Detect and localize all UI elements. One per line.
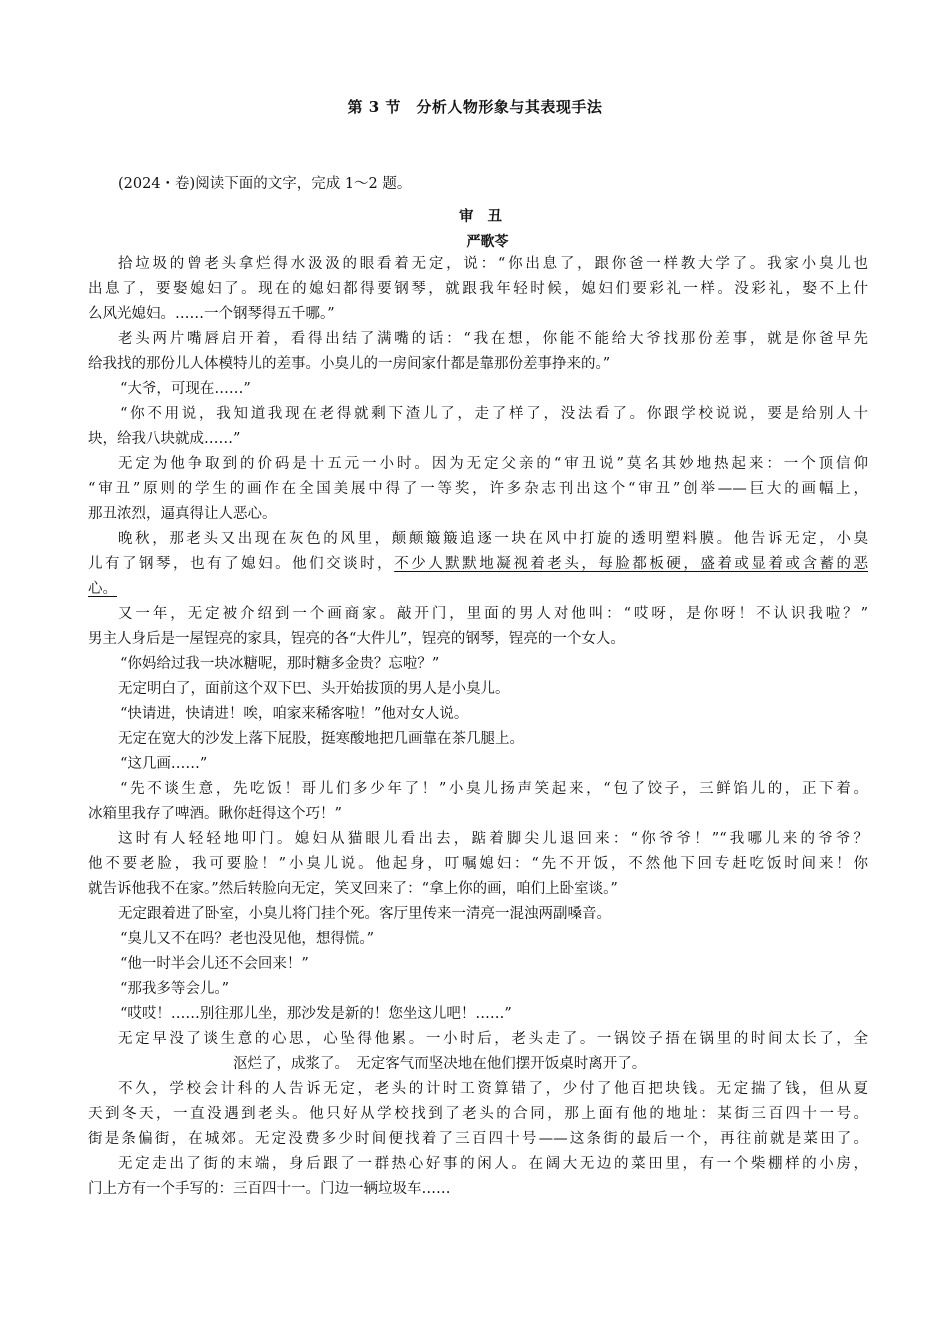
text-line: 无定早没了谈生意的心思，心坠得他累。一小时后，老头走了。一锅饺子捂在锅里的时间太长了，全 (118, 1031, 868, 1047)
text-line: “那我多等会儿。” (120, 981, 230, 997)
text-line: 男主人身后是一屋锃亮的家具，锃亮的各“大件儿”，锃亮的钢琴，锃亮的一个女人。 (88, 631, 625, 647)
story-title: 审丑 (459, 208, 516, 225)
text-line: 冰箱里我存了啤酒。瞅你赶得这个巧！” (88, 806, 342, 822)
text-line: 天到冬天，一直没遇到老头。他只好从学校找到了老头的合同，那上面有他的地址：某街三百四十一号。 (88, 1106, 868, 1122)
text-line: 么风光媳妇。……一个钢琴得五千哪。” (88, 306, 335, 322)
text-line: 出息了，要娶媳妇了。现在的媳妇都得要钢琴，就跟我年轻时候，媳妇们要彩礼一样。没彩礼，娶不上什 (88, 281, 868, 297)
text-line: 无定在宽大的沙发上落下屁股，挺寒酸地把几画靠在茶几腿上。 (118, 731, 524, 747)
text-line: 沤烂了，成浆了。 无定客气而坚决地在他们摆开饭桌时离开了。 (233, 1056, 647, 1072)
text-line: 就告诉他我不在家。”然后转脸向无定，笑叉回来了：“拿上你的画，咱们上卧室谈。” (88, 881, 618, 897)
text-line: “哎哎！……别往那儿坐，那沙发是新的！您坐这儿吧！……” (120, 1006, 512, 1022)
text-line: “你妈给过我一块冰糖呢，那时糖多金贵？忘啦？” (120, 656, 440, 672)
text-line: 块，给我八块就成……” (88, 431, 241, 447)
text-line: “大爷，可现在……” (120, 381, 251, 397)
text-line: 这时有人轻轻地叩门。媳妇从猫眼儿看出去，踮着脚尖儿退回来：“你爷爷！”“我哪儿来的爷爷？ (118, 831, 868, 847)
text-line: 无定走出了街的末端，身后跟了一群热心好事的闲人。在阔大无边的菜田里，有一个柴棚样的小房， (118, 1156, 868, 1172)
text-line: “你不用说，我知道我现在老得就剩下渣儿了，走了样了，没法看了。你跟学校说说，要是给别人十 (120, 406, 868, 422)
text-line: 拾垃圾的曾老头拿烂得水汲汲的眼看着无定，说：“你出息了，跟你爸一样教大学了。我家小臭儿也 (118, 256, 868, 272)
text-line: “他一时半会儿还不会回来！” (120, 956, 309, 972)
underlined-sentence: 不少人默默地凝视着老头，每脸都板硬，盛着或显着或含蓄的恶 (394, 556, 869, 572)
text-line: 无定明白了，面前这个双下巴、头开始拔顶的男人是小臭儿。 (118, 681, 510, 697)
text-line: 无定为他争取到的价码是十五元一小时。因为无定父亲的“审丑说”莫名其妙地热起来：一个顶信仰 (118, 456, 868, 472)
text-line: “这几画……” (120, 756, 208, 772)
text-line: 不久，学校会计科的人告诉无定，老头的计时工资算错了，少付了他百把块钱。无定揣了钱，但从夏 (118, 1081, 868, 1097)
text-line: 老头两片嘴唇启开着，看得出结了满嘴的话：“我在想，你能不能给大爷找那份差事，就是你爸早先 (118, 331, 868, 347)
text-line: 给我找的那份儿人体模特儿的差事。小臭儿的一房间家什都是靠那份差事挣来的。” (88, 356, 611, 372)
text-line: “审丑”原则的学生的画作在全国美展中得了一等奖，许多杂志刊出这个“审丑”创举——巨大的画幅上， (88, 481, 868, 497)
text-segment: 儿有了钢琴，也有了媳妇。他们交谈时， (88, 556, 395, 572)
text-line: 晚秋，那老头又出现在灰色的风里，颠颠簸簸追逐一块在风中打旋的透明塑料膜。他告诉无定，小臭 (118, 531, 868, 547)
question-intro: (2024・卷)阅读下面的文字，完成 1～2 题。 (118, 176, 412, 192)
story-body (88, 252, 868, 1202)
text-line: 那丑浓烈，逼真得让人恶心。 (88, 506, 277, 522)
text-line: 又一年，无定被介绍到一个画商家。敲开门，里面的男人对他叫：“哎呀，是你呀！不认识我啦？” (118, 606, 868, 622)
text-line: 无定跟着进了卧室，小臭儿将门挂个死。客厅里传来一清亮一混浊两副嗓音。 (118, 906, 611, 922)
text-line: 门上方有一个手写的：三百四十一。门边一辆垃圾车…… (88, 1181, 451, 1197)
section-title: 第 3 节 分析人物形象与其表现手法 (347, 98, 603, 116)
text-line: 他不要老脸，我可要脸！”小臭儿说。他起身，叮嘱媳妇：“先不开饭，不然他下回专赶吃饭时间来！你 (88, 856, 868, 872)
text-line (88, 577, 868, 602)
text-line (88, 552, 868, 577)
text-line: “先不谈生意，先吃饭！哥儿们多少年了！”小臭儿扬声笑起来，“包了饺子，三鲜馅儿的，正下着。 (120, 781, 868, 797)
story-author: 严歌苓 (466, 234, 509, 250)
text-line: “臭儿又不在吗？老也没见他，想得慌。” (120, 931, 375, 947)
text-line: “快请进，快请进！唉，咱家来稀客啦！”他对女人说。 (120, 706, 469, 722)
underlined-sentence-end: 心。 (88, 581, 117, 597)
text-line: 街是条偏街，在城郊。无定没费多少时间便找着了三百四十号——这条街的最后一个，再往前就是菜田了。 (88, 1131, 868, 1147)
